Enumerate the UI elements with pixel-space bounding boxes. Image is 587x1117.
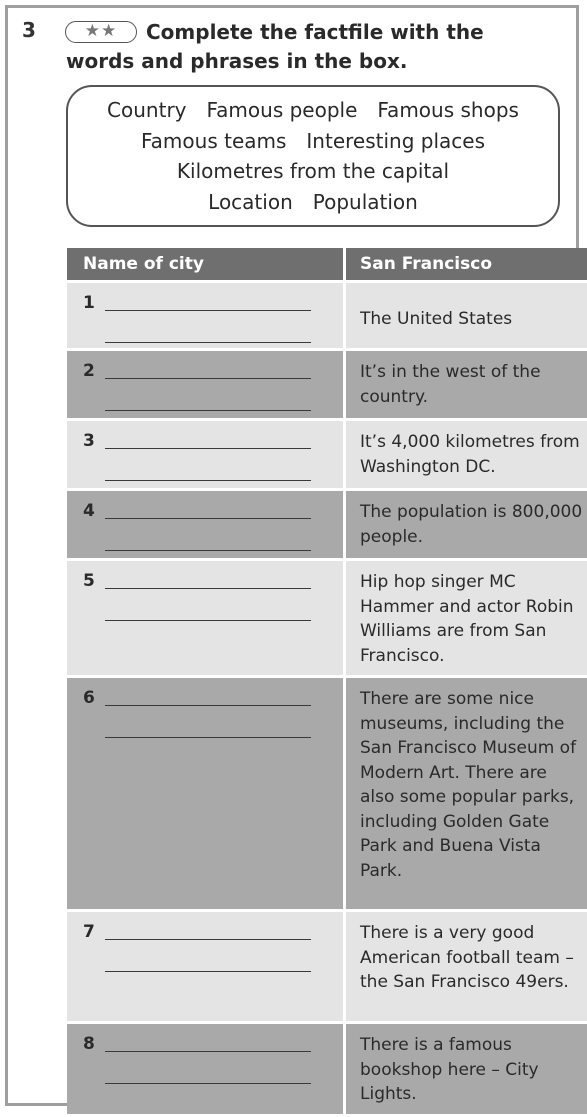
word-option: Kilometres from the capital	[177, 159, 449, 183]
answer-line[interactable]	[105, 378, 311, 379]
fact-text: The population is 800,000 people.	[346, 491, 587, 556]
word-option: Famous people	[207, 98, 358, 122]
word-option: Population	[313, 190, 418, 214]
row-number: 3	[83, 431, 95, 451]
word-option: Interesting places	[306, 129, 485, 153]
difficulty-stars-icon: ★★	[65, 21, 137, 43]
answer-line[interactable]	[105, 480, 311, 481]
exercise-instruction: Complete the factfile with the words and phrases in the box.	[66, 18, 556, 76]
exercise-number: 3	[22, 18, 36, 42]
fact-cell	[345, 282, 587, 350]
answer-line[interactable]	[105, 620, 311, 621]
row-number: 4	[83, 501, 95, 521]
fact-cell	[345, 490, 587, 560]
fact-text: Hip hop singer MC Hammer and actor Robin Williams are from San Francisco.	[346, 561, 587, 675]
word-option: Famous teams	[141, 129, 286, 153]
answer-line[interactable]	[105, 310, 311, 311]
answer-blank-cell	[67, 350, 345, 420]
answer-line[interactable]	[105, 588, 311, 589]
fact-text: There is a very good American football team – the San Francisco 49ers.	[346, 912, 587, 1002]
answer-line[interactable]	[105, 550, 311, 551]
table-row	[67, 1023, 587, 1116]
fact-text: The United States	[346, 283, 587, 339]
word-option: Country	[107, 98, 186, 122]
answer-blank-cell	[67, 282, 345, 350]
row-number: 5	[83, 571, 95, 591]
row-number: 8	[83, 1034, 95, 1054]
table-row	[67, 490, 587, 560]
table-row	[67, 282, 587, 350]
answer-line[interactable]	[105, 342, 311, 343]
answer-line[interactable]	[105, 1083, 311, 1084]
answer-blank-cell	[67, 911, 345, 1023]
answer-line[interactable]	[105, 737, 311, 738]
answer-line[interactable]	[105, 1051, 311, 1052]
answer-blank-cell	[67, 1023, 345, 1116]
fact-cell	[345, 560, 587, 677]
fact-cell	[345, 350, 587, 420]
answer-blank-cell	[67, 420, 345, 490]
row-number: 2	[83, 361, 95, 381]
answer-line[interactable]	[105, 518, 311, 519]
fact-text: It’s 4,000 kilometres from Washington DC.	[346, 421, 587, 486]
word-box-line	[131, 126, 495, 157]
answer-line[interactable]	[105, 448, 311, 449]
row-number: 7	[83, 922, 95, 942]
factfile-table	[67, 248, 587, 1117]
fact-cell	[345, 1023, 587, 1116]
fact-cell	[345, 677, 587, 911]
fact-text: It’s in the west of the country.	[346, 351, 587, 416]
answer-blank-cell	[67, 560, 345, 677]
row-number: 1	[83, 293, 95, 313]
answer-line[interactable]	[105, 705, 311, 706]
answer-line[interactable]	[105, 410, 311, 411]
word-box-line	[198, 187, 428, 218]
table-row	[67, 560, 587, 677]
answer-blank-cell	[67, 490, 345, 560]
answer-line[interactable]	[105, 971, 311, 972]
table-row	[67, 677, 587, 911]
table-row	[67, 350, 587, 420]
table-row	[67, 911, 587, 1023]
fact-cell	[345, 420, 587, 490]
answer-line[interactable]	[105, 939, 311, 940]
word-option: Location	[208, 190, 293, 214]
row-number: 6	[83, 688, 95, 708]
fact-text: There are some nice museums, including the San Francisco Museum of Modern Art. There are also some popular parks, including Golden Gate Park and Buena Vista Park.	[346, 678, 587, 890]
word-box-line	[167, 156, 459, 187]
answer-blank-cell	[67, 677, 345, 911]
word-box	[66, 85, 560, 227]
header-name-of-city: Name of city	[67, 248, 345, 282]
fact-cell	[345, 911, 587, 1023]
word-option: Famous shops	[377, 98, 519, 122]
word-box-line	[97, 95, 529, 126]
header-san-francisco: San Francisco	[345, 248, 587, 282]
table-row	[67, 420, 587, 490]
fact-text: There is a famous bookshop here – City Lights.	[346, 1024, 587, 1114]
